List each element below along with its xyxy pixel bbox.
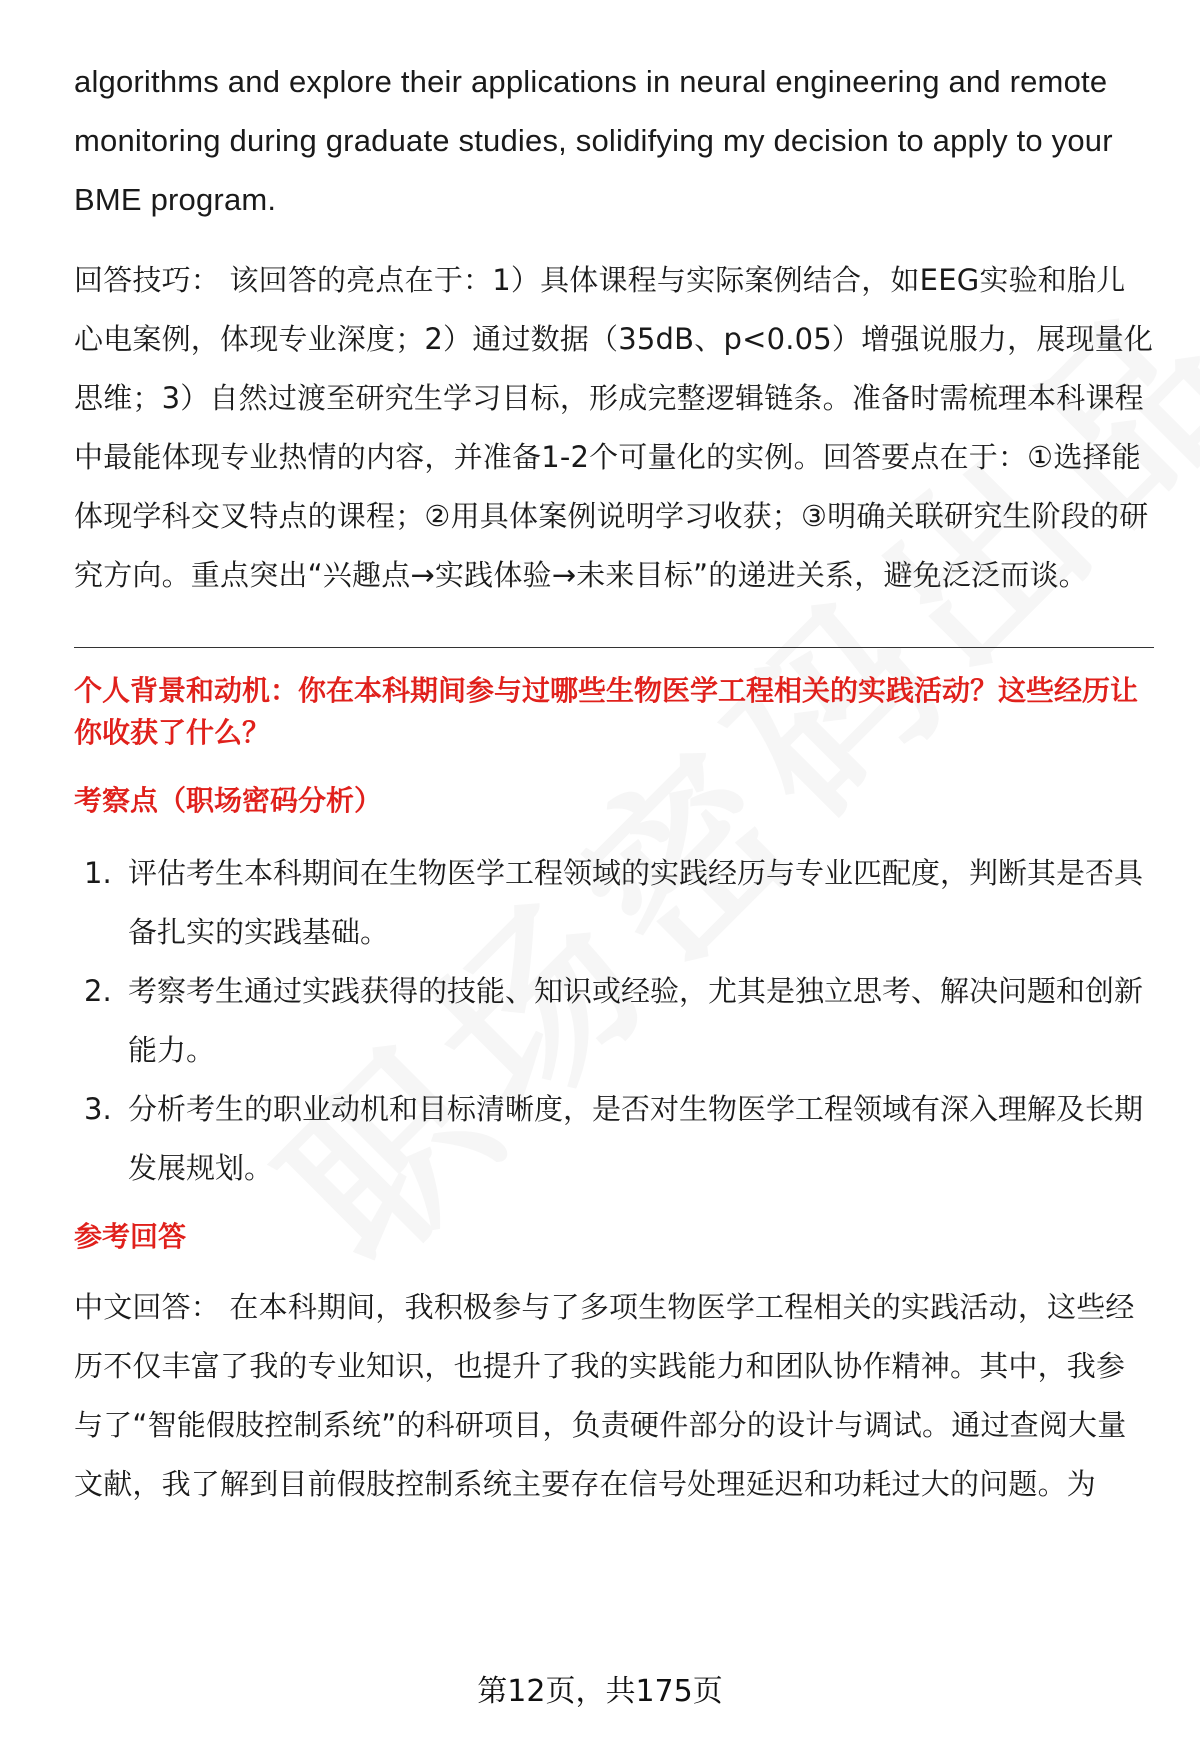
reference-answer-heading: 参考回答 [74,1220,187,1253]
document-page [74,52,1154,1514]
list-number: 2. [84,974,112,1008]
assessment-point [74,1080,1154,1198]
list-number: 3. [84,1092,112,1126]
intro-paragraph: algorithms and explore their applications in neural engineering and remote monitoring during graduate studies, solidifying my decision to apply to your BME program. [74,64,1113,217]
assessment-point [74,844,1154,962]
list-item-text: 分析考生的职业动机和目标清晰度，是否对生物医学工程领域有深入理解及长期发展规划。 [128,1092,1144,1185]
question-heading: 个人背景和动机：你在本科期间参与过哪些生物医学工程相关的实践活动？这些经历让你收获了什么？ [74,674,1139,749]
assessment-point [74,962,1154,1080]
assessment-points-list [74,844,1154,1198]
answer-paragraph: 中文回答： 在本科期间，我积极参与了多项生物医学工程相关的实践活动，这些经历不仅丰富了我的专业知识，也提升了我的实践能力和团队协作精神。其中，我参与了“智能假肢控制系统”的科研项目，负责硬件部分的设计与调试。通过查阅大量文献，我了解到目前假肢控制系统主要存在信号处理延迟和功耗过大的问题。为 [74,1290,1135,1501]
list-number: 1. [84,856,112,890]
list-item-text: 考察考生通过实践获得的技能、知识或经验，尤其是独立思考、解决问题和创新能力。 [128,974,1144,1067]
answer-tips-paragraph: 回答技巧： 该回答的亮点在于：1）具体课程与实际案例结合，如EEG实验和胎儿心电案例，体现专业深度；2）通过数据（35dB、p<0.05）增强说服力，展现量化思维；3）自然过渡至研究生学习目标，形成完整逻辑链条。准备时需梳理本科课程中最能体现专业热情的内容，并准备1-2个可量化的实例。回答要点在于：①选择能体现学科交叉特点的课程；②用具体案例说明学习收获；③明确关联研究生阶段的研究方向。重点突出“兴趣点→实践体验→未来目标”的递进关系，避免泛泛而谈。 [74,263,1154,592]
section-divider [74,647,1154,648]
page-number-footer: 第12页，共175页 [477,1674,723,1709]
assessment-heading: 考察点（职场密码分析） [74,784,383,817]
list-item-text: 评估考生本科期间在生物医学工程领域的实践经历与专业匹配度，判断其是否具备扎实的实践基础。 [128,856,1144,949]
